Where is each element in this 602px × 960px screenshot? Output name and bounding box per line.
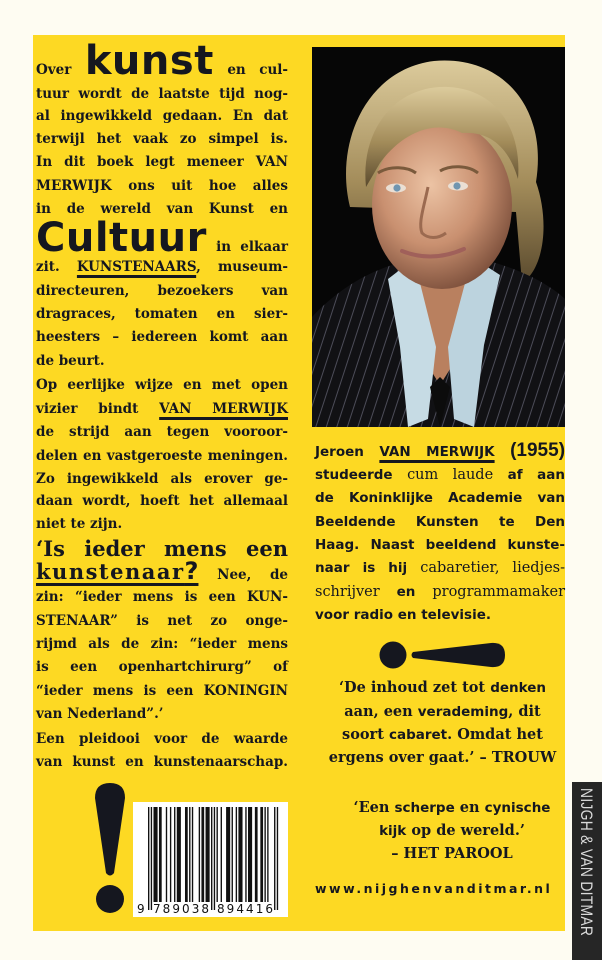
bio-text: Jeroen [315,444,380,461]
author-portrait-image [312,47,565,427]
blurb-text: en cul- [213,62,288,79]
bio-text-serif: cum laude [407,467,494,484]
blurb-line: zin: “ieder mens is een KUN- [36,589,288,606]
blurb-line: in de wereld van Kunst en [36,201,288,218]
underlined-author-name: VAN MERWIJK [159,401,288,418]
bio-text: naar is hij [315,560,421,577]
quote-text: . Omdat het [447,726,543,743]
bio-text [495,444,511,460]
quote-line [315,700,570,724]
blurb-line: terwijl het vaak zo simpel is. [36,131,288,148]
blurb-line: heesters – iedereen komt aan [36,329,288,346]
blurb-line [36,255,288,279]
bio-text-serif: programmamaker [415,584,565,601]
quote-text: ‘Een [353,799,395,816]
bio-line [315,440,565,464]
blurb-line: niet te zijn. [36,516,123,533]
birth-year: (1955) [510,440,566,462]
bio-line: Beeldende Kunsten te Den [315,514,565,531]
quote-source-line: ergens over gaat.’ – TROUW [328,749,557,766]
spine-publisher-name: NIJGH & VAN DITMAR [577,788,596,937]
blurb-line: dragraces, tomaten en sier- [36,306,288,323]
bio-line [315,463,565,487]
blurb-line: In dit boek legt meneer VAN [36,154,288,171]
book-spine [572,782,602,960]
bio-text: af aan [493,467,565,484]
barcode-bars [133,802,288,917]
quote-line [315,723,570,747]
blurb-line: STENAAR” is net zo onge- [36,613,288,630]
headline-word-cultuur: Cultuur [36,215,207,262]
blurb-text: vizier bindt [36,401,160,418]
publisher-url: www.nijghenvanditmar.nl [315,880,553,896]
blurb-line: delen en vastgeroeste meningen. [36,448,288,465]
barcode-digit-first: 9 [137,902,145,916]
bio-text-serif: schrijver [315,584,397,601]
blurb-line: de strijd aan tegen vooroor- [36,424,288,441]
blurb-line [36,557,288,587]
quote-line [325,796,579,820]
exclamation-mark-rotated-icon [379,641,507,669]
quote-text: ‘De inhoud zet tot [338,679,491,696]
quote-line [315,676,570,700]
question-headline: ‘Is ieder mens een [36,536,288,562]
blurb-line: Zo ingewikkeld als erover ge- [36,471,288,488]
bio-text: studeerde [315,467,408,484]
blurb-text: zit. [36,259,77,276]
bio-text-serif: cabaretier, liedjes- [420,560,565,577]
quote-text: aan, een [344,703,418,720]
bio-line [315,556,565,580]
barcode-digits-left: 789038 [153,902,209,916]
blurb-line: al ingewikkeld gedaan. En dat [36,108,288,125]
blurb-line: tuur wordt de laatste tijd nog- [36,86,288,103]
blurb-line [36,397,288,421]
headline-word-kunst: kunst [84,38,214,85]
underlined-author-name: VAN MERWIJK [379,444,495,461]
blurb-line: daan wordt, hoeft het allemaal [36,493,288,510]
blurb-line: van kunst en kunstenaarschap. [36,754,288,771]
bio-line [315,580,565,604]
blurb-line: Een pleidooi voor de waarde [36,731,288,748]
question-word-kunstenaar: kunstenaar [36,559,185,585]
quote-emphasis: cynische [484,800,551,816]
blurb-line: directeuren, bezoekers van [36,283,288,300]
quote-emphasis: scherpe [394,800,455,816]
underlined-question-word [36,557,199,586]
blurb-line: MERWIJK ons uit hoe alles [36,178,288,195]
blurb-text: , museum- [196,259,288,276]
blurb-text: in elkaar [206,239,288,256]
bio-line: Haag. Naast beeldend kunste- [315,537,565,554]
blurb-line [36,38,288,85]
blurb-text: Over [36,62,85,79]
quote-emphasis: denken [490,680,547,696]
quote-text: , dit [508,703,541,720]
back-cover-panel [33,35,565,931]
quote-text: soort [342,726,389,743]
question-mark: ? [184,557,199,586]
isbn-barcode [133,802,288,917]
blurb-line: van Nederland”.’ [36,706,164,723]
bio-line: de Koninklijke Academie van [315,490,565,507]
quote-emphasis: kijk [379,823,407,839]
exclamation-mark-icon [92,781,128,915]
blurb-line: “ieder mens is een KONINGIN [36,683,288,700]
bio-text: en [396,584,416,601]
blurb-line: Op eerlijke wijze en met open [36,377,288,394]
quote-emphasis: verademing [417,704,509,720]
underlined-word-kunstenaars: KUNSTENAARS [76,259,197,276]
quote-emphasis: cabaret [388,727,448,743]
blurb-line: is een openhartchirurg” of [36,659,288,676]
quote-line [325,819,579,843]
bio-line: voor radio en televisie. [315,607,491,624]
quote-text: op de wereld.’ [406,822,525,839]
blurb-line: rijmd als de zin: “ieder mens [36,636,288,653]
blurb-text: Nee, de [198,567,288,584]
barcode-digits-right: 894416 [217,902,273,916]
author-photo [312,47,565,427]
quote-text: en [454,799,485,816]
blurb-line: de beurt. [36,353,105,370]
quote-source-line: – HET PAROOL [391,845,513,862]
